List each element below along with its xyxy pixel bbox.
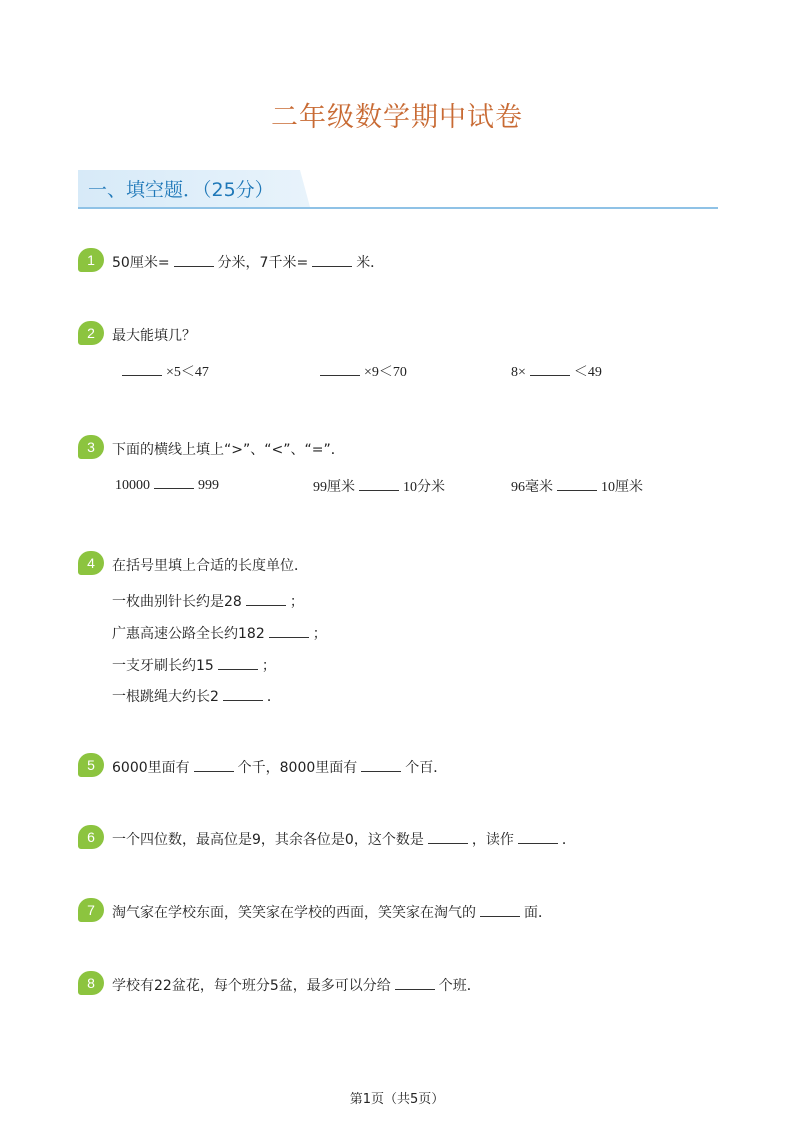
question-text-part: 个千，8000里面有 [237, 760, 358, 776]
item-suffix: ×9＜70 [364, 365, 407, 380]
line-text: 一支牙刷长约15 [112, 658, 214, 674]
comparison-item [511, 476, 643, 496]
answer-blank[interactable] [518, 831, 558, 844]
inequality-item [118, 361, 209, 381]
section-title: 一、填空题．（25分） [88, 179, 274, 201]
question-text-part: ，读作 [471, 832, 514, 848]
question-text-part: 面． [524, 905, 552, 921]
answer-blank[interactable] [530, 363, 570, 376]
item-right: 10厘米 [601, 480, 643, 495]
question-text-part: 6000里面有 [112, 760, 190, 776]
line-text: 一根跳绳大约长2 [112, 689, 219, 705]
question-text [112, 757, 447, 777]
answer-blank[interactable] [246, 593, 286, 606]
question-text-part: 淘气家在学校东面，笑笑家在学校的西面，笑笑家在淘气的 [112, 905, 476, 921]
question-text-part: 米． [356, 255, 385, 271]
unit-line [112, 623, 327, 643]
question-text [112, 252, 384, 272]
question-text [112, 902, 552, 922]
question-text: 在括号里填上合适的长度单位． [112, 558, 308, 574]
line-text: 广惠高速公路全长约182 [112, 626, 265, 642]
item-left: 96毫米 [511, 480, 553, 495]
question-number-badge: 2 [78, 321, 104, 345]
line-punct: ； [312, 626, 327, 642]
question-number-badge: 6 [78, 825, 104, 849]
answer-blank[interactable] [218, 657, 258, 670]
line-text: 一枚曲别针长约是28 [112, 594, 242, 610]
item-prefix: 8× [511, 365, 526, 380]
answer-blank[interactable] [122, 363, 162, 376]
question-text-part: ． [561, 832, 576, 848]
item-suffix: ＜49 [573, 365, 602, 380]
page-title: 二年级数学期中试卷 [271, 102, 523, 133]
answer-blank[interactable] [194, 759, 234, 772]
question-text-part: 50厘米= [112, 255, 170, 271]
item-left: 10000 [115, 478, 150, 493]
question-4 [78, 551, 718, 711]
question-text [112, 975, 481, 995]
item-suffix: ×5＜47 [166, 365, 209, 380]
section-header [78, 170, 718, 209]
answer-blank[interactable] [395, 977, 435, 990]
question-text-part: 分米，7千米= [217, 255, 309, 271]
comparison-item [313, 476, 445, 496]
item-right: 999 [198, 478, 219, 493]
answer-blank[interactable] [174, 254, 214, 267]
question-number-badge: 8 [78, 971, 104, 995]
question-text-part: 个班． [438, 978, 481, 994]
question-text: 下面的横线上填上“>”、“<”、“=”． [112, 442, 345, 458]
unit-line [112, 686, 281, 706]
answer-blank[interactable] [269, 625, 309, 638]
inequality-item [511, 361, 602, 381]
question-number-badge: 5 [78, 753, 104, 777]
unit-line [112, 591, 304, 611]
unit-line [112, 655, 276, 675]
answer-blank[interactable] [154, 476, 194, 489]
question-2 [78, 321, 718, 381]
question-3 [78, 435, 718, 495]
question-number-badge: 3 [78, 435, 104, 459]
comparison-item [115, 476, 219, 494]
answer-blank[interactable] [359, 478, 399, 491]
question-text-part: 个百． [405, 760, 448, 776]
answer-blank[interactable] [223, 688, 263, 701]
question-text [112, 829, 576, 849]
question-text-part: 一个四位数，最高位是9，其余各位是0，这个数是 [112, 832, 424, 848]
answer-blank[interactable] [312, 254, 352, 267]
question-number-badge: 7 [78, 898, 104, 922]
answer-blank[interactable] [361, 759, 401, 772]
item-left: 99厘米 [313, 480, 355, 495]
question-number-badge: 4 [78, 551, 104, 575]
line-punct: ； [289, 594, 304, 610]
question-text: 最大能填几？ [112, 328, 196, 344]
line-punct: ． [266, 689, 281, 705]
answer-blank[interactable] [480, 904, 520, 917]
item-right: 10分米 [403, 480, 445, 495]
inequality-item [316, 361, 407, 381]
question-text-part: 学校有22盆花，每个班分5盆，最多可以分给 [112, 978, 391, 994]
question-number-badge: 1 [78, 248, 104, 272]
answer-blank[interactable] [428, 831, 468, 844]
answer-blank[interactable] [557, 478, 597, 491]
line-punct: ； [261, 658, 276, 674]
answer-blank[interactable] [320, 363, 360, 376]
page-footer: 第1页（共5页） [349, 1092, 445, 1107]
section-divider [78, 207, 718, 209]
